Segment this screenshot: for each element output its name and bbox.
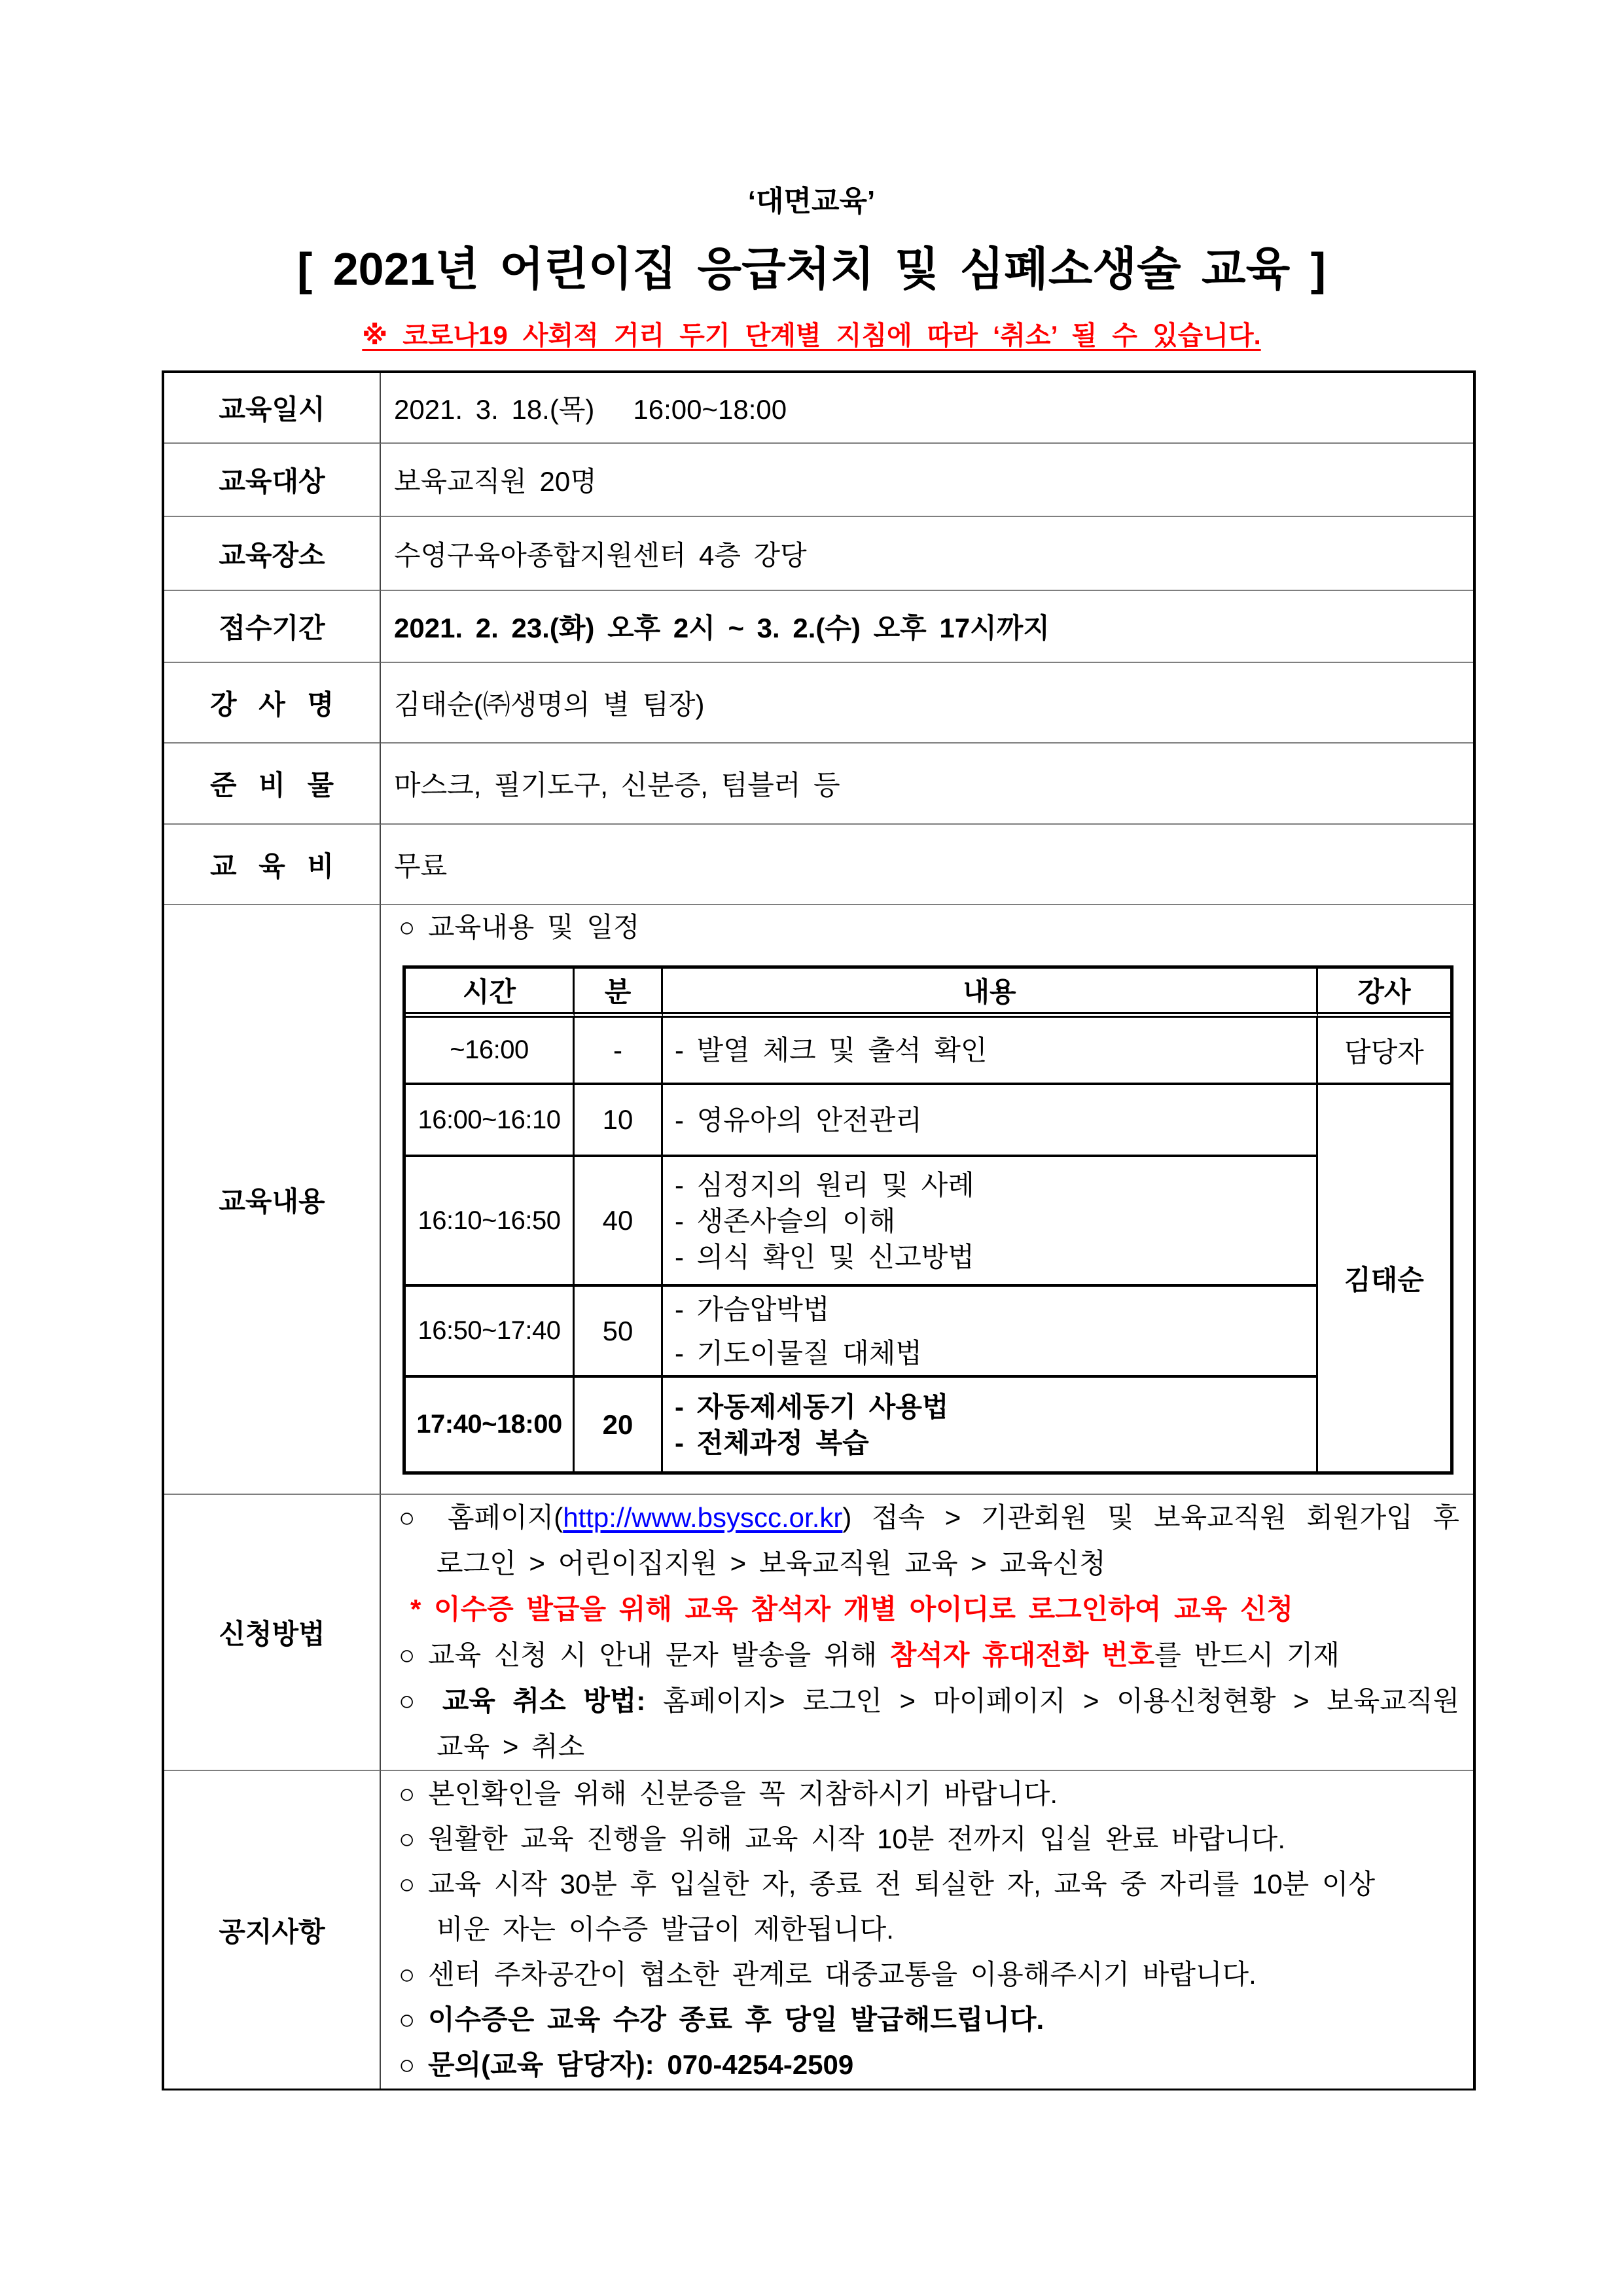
apply-cancel-steps-cont: 교육 > 취소 bbox=[437, 1731, 585, 1762]
schedule-row-5-minutes-text: 20 bbox=[602, 1408, 633, 1440]
schedule-item: - 가슴압박법 bbox=[675, 1293, 830, 1325]
label-content-text: 교육내용 bbox=[219, 1185, 325, 1217]
apply-individual-login-warning: * 이수증 발급을 위해 교육 참석자 개별 아이디로 로그인하여 교육 신청 bbox=[410, 1594, 1294, 1624]
label-location bbox=[164, 517, 381, 591]
label-location-text: 교육장소 bbox=[219, 539, 325, 571]
content-cell bbox=[381, 905, 1473, 1495]
schedule-row-3-time-text: 16:10~16:50 bbox=[418, 1206, 561, 1235]
value-fee bbox=[381, 825, 1473, 905]
label-notices-text: 공지사항 bbox=[219, 1916, 325, 1947]
apply-cancel-label: 교육 취소 방법: bbox=[442, 1685, 646, 1716]
label-supplies bbox=[164, 744, 381, 825]
schedule-header-instructor bbox=[1318, 969, 1450, 1018]
schedule-row-5-time-text: 17:40~18:00 bbox=[416, 1410, 562, 1439]
value-fee-text: 무료 bbox=[394, 850, 448, 882]
apply-sms-suffix: 를 반드시 기재 bbox=[1154, 1640, 1340, 1670]
schedule-header-content bbox=[663, 969, 1318, 1018]
apply-homepage-line bbox=[399, 1495, 1459, 1541]
schedule-row-4-minutes-text: 50 bbox=[602, 1315, 633, 1346]
label-content bbox=[164, 905, 381, 1495]
education-info-table bbox=[162, 370, 1476, 2090]
label-instructor bbox=[164, 663, 381, 744]
schedule-row-1-minutes bbox=[575, 1018, 663, 1085]
schedule-item: - 심정지의 원리 및 사례 bbox=[675, 1169, 974, 1200]
notice-item-parking: ○ 센터 주차공간이 협소한 관계로 대중교통을 이용해주시기 바랍니다. bbox=[399, 1959, 1257, 1990]
apply-method-cell bbox=[381, 1495, 1473, 1771]
schedule-item: - 의식 확인 및 신고방법 bbox=[675, 1241, 974, 1272]
value-instructor-text: 김태순(㈜생명의 별 팀장) bbox=[394, 689, 705, 720]
schedule-row-2-minutes bbox=[575, 1085, 663, 1157]
schedule-row-2-content bbox=[663, 1085, 1318, 1157]
homepage-link[interactable]: http://www.bsyscc.or.kr bbox=[563, 1502, 843, 1533]
apply-cancel-line bbox=[399, 1678, 1459, 1724]
label-registration-period-text: 접수기간 bbox=[219, 613, 325, 643]
schedule-row-4-minutes bbox=[575, 1287, 663, 1378]
apply-cancel-bullet: ○ bbox=[399, 1685, 442, 1716]
value-location-text: 수영구육아종합지원센터 4층 강당 bbox=[394, 539, 807, 571]
apply-homepage-steps: 로그인 > 어린이집지원 > 보육교직원 교육 > 교육신청 bbox=[437, 1548, 1106, 1579]
schedule-row-4-time-text: 16:50~17:40 bbox=[418, 1316, 561, 1345]
notice-item-arrival: ○ 원활한 교육 진행을 위해 교육 시작 10분 전까지 입실 완료 바랍니다. bbox=[399, 1823, 1285, 1854]
schedule-row-3-time bbox=[406, 1157, 575, 1287]
label-fee-text: 교 육 비 bbox=[209, 850, 334, 882]
label-apply-method-text: 신청방법 bbox=[219, 1619, 325, 1649]
schedule-row-3-minutes bbox=[575, 1157, 663, 1287]
schedule-header-content-text: 내용 bbox=[963, 977, 1016, 1007]
schedule-row-1-instructor-text: 담당자 bbox=[1344, 1036, 1424, 1067]
schedule-heading: ○ 교육내용 및 일정 bbox=[399, 912, 640, 942]
schedule-item: - 영유아의 안전관리 bbox=[675, 1104, 922, 1136]
label-date-text: 교육일시 bbox=[219, 394, 325, 425]
document-subtitle: ‘대면교육’ bbox=[747, 185, 876, 217]
value-registration-period bbox=[381, 591, 1473, 663]
label-notices bbox=[164, 1771, 381, 2089]
notices-cell bbox=[381, 1771, 1473, 2089]
covid-cancellation-notice-text: ※ 코로나19 사회적 거리 두기 단계별 지침에 따라 ‘취소’ 될 수 있습니다. bbox=[362, 321, 1261, 350]
notice-item-certificate-restriction: ○ 교육 시작 30분 후 입실한 자, 종료 전 퇴실한 자, 교육 중 자리를 10분 이상 bbox=[399, 1869, 1376, 1899]
value-location bbox=[381, 517, 1473, 591]
apply-cancel-steps: 홈페이지> 로그인 > 마이페이지 > 이용신청현황 > 보육교직원 bbox=[645, 1685, 1460, 1716]
notice-item-certificate-issue: ○ 이수증은 교육 수강 종료 후 당일 발급해드립니다. bbox=[399, 2004, 1044, 2035]
label-registration-period bbox=[164, 591, 381, 663]
label-date bbox=[164, 373, 381, 444]
value-date-text: 2021. 3. 18.(목) 16:00~18:00 bbox=[394, 394, 787, 425]
schedule-row-1-minutes-text: - bbox=[613, 1034, 622, 1066]
schedule-item: - 전체과정 복습 bbox=[675, 1427, 869, 1458]
schedule-header-time bbox=[406, 969, 575, 1018]
notice-item-id-check: ○ 본인확인을 위해 신분증을 꼭 지참하시기 바랍니다. bbox=[399, 1778, 1058, 1809]
value-target bbox=[381, 444, 1473, 517]
schedule-row-1-time bbox=[406, 1018, 575, 1085]
value-instructor bbox=[381, 663, 1473, 744]
notice-item-contact: ○ 문의(교육 담당자): 070-4254-2509 bbox=[399, 2049, 854, 2080]
schedule-row-5-content bbox=[663, 1378, 1318, 1471]
schedule-row-1-time-text: ~16:00 bbox=[450, 1035, 529, 1064]
schedule-header-minutes bbox=[575, 969, 663, 1018]
schedule-header-time-text: 시간 bbox=[462, 977, 516, 1007]
apply-sms-prefix: ○ 교육 신청 시 안내 문자 발송을 위해 bbox=[399, 1640, 890, 1670]
schedule-row-5-minutes bbox=[575, 1378, 663, 1471]
schedule-row-2-time-text: 16:00~16:10 bbox=[418, 1105, 561, 1134]
label-target-text: 교육대상 bbox=[219, 466, 325, 497]
apply-homepage-suffix: ) 접속 > 기관회원 및 보육교직원 회원가입 후 bbox=[842, 1502, 1460, 1533]
schedule-row-3-content bbox=[663, 1157, 1318, 1287]
schedule-main-instructor-text: 김태순 bbox=[1344, 1265, 1424, 1295]
schedule-table bbox=[402, 965, 1454, 1475]
value-supplies bbox=[381, 744, 1473, 825]
label-fee bbox=[164, 825, 381, 905]
value-date bbox=[381, 373, 1473, 444]
schedule-row-4-time bbox=[406, 1287, 575, 1378]
schedule-row-1-instructor bbox=[1318, 1018, 1450, 1085]
schedule-row-5-time bbox=[406, 1378, 575, 1471]
schedule-row-3-minutes-text: 40 bbox=[602, 1205, 633, 1236]
document-title: [ 2021년 어린이집 응급처치 및 심폐소생술 교육 ] bbox=[296, 243, 1327, 295]
value-target-text: 보육교직원 20명 bbox=[394, 466, 597, 497]
label-target bbox=[164, 444, 381, 517]
schedule-row-2-time bbox=[406, 1085, 575, 1157]
apply-sms-line bbox=[399, 1632, 1459, 1678]
schedule-item: - 발열 체크 및 출석 확인 bbox=[675, 1035, 988, 1066]
schedule-item: - 자동제세동기 사용법 bbox=[675, 1391, 949, 1422]
label-supplies-text: 준 비 물 bbox=[209, 770, 334, 800]
schedule-header-minutes-text: 분 bbox=[604, 977, 632, 1007]
schedule-main-instructor bbox=[1318, 1085, 1450, 1471]
label-apply-method bbox=[164, 1495, 381, 1771]
schedule-row-1-content bbox=[663, 1018, 1318, 1085]
apply-homepage-prefix: ○ 홈페이지( bbox=[399, 1502, 563, 1533]
apply-sms-highlight: 참석자 휴대전화 번호 bbox=[889, 1640, 1155, 1670]
notice-item-certificate-restriction-cont: 비운 자는 이수증 발급이 제한됩니다. bbox=[437, 1914, 894, 1945]
schedule-row-4-content bbox=[663, 1287, 1318, 1378]
schedule-item: - 기도이물질 대체법 bbox=[675, 1337, 922, 1369]
covid-cancellation-notice bbox=[0, 319, 1623, 352]
value-supplies-text: 마스크, 필기도구, 신분증, 텀블러 등 bbox=[394, 770, 840, 800]
label-instructor-text: 강 사 명 bbox=[209, 689, 334, 720]
schedule-item: - 생존사슬의 이해 bbox=[675, 1205, 896, 1236]
schedule-header-instructor-text: 강사 bbox=[1357, 977, 1411, 1007]
value-registration-period-text: 2021. 2. 23.(화) 오후 2시 ~ 3. 2.(수) 오후 17시까지 bbox=[394, 613, 1050, 643]
schedule-row-2-minutes-text: 10 bbox=[602, 1104, 633, 1135]
